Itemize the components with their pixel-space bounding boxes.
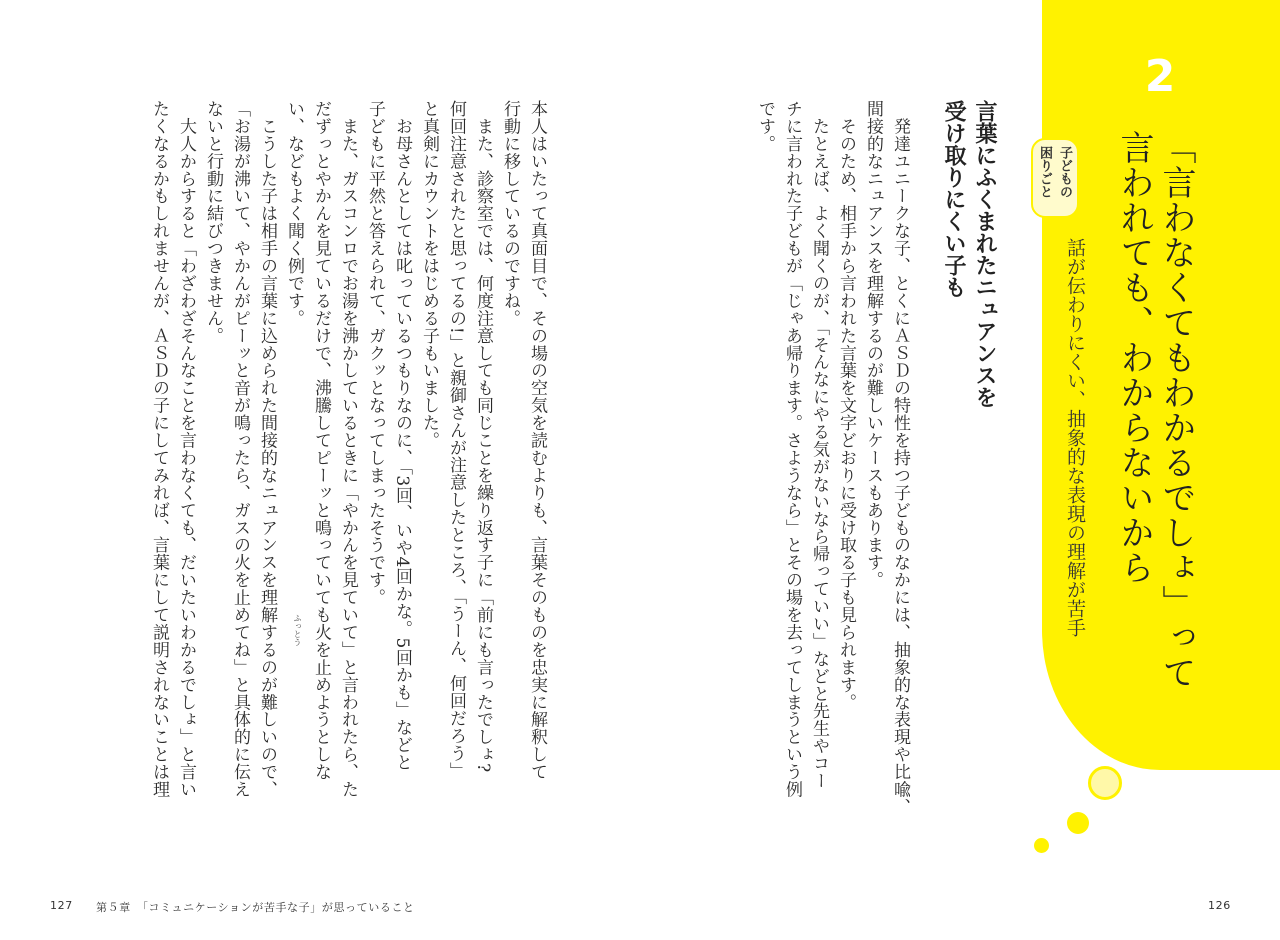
left-body-line-13: ないと行動に結びつきません。 (203, 100, 223, 345)
left-body-line-8: また、ガスコンロでお湯を沸かしているときに「やかんを見ていて」と言われたら、た (338, 100, 358, 798)
left-body-line-14: 大人からすると「わざわざそんなことを言わなくても、だいたいわかるでしょ」と言い (176, 100, 196, 798)
left-body-line-12: 「お湯が沸いて、やかんがピーッと音が鳴ったら、ガスの火を止めてね」と具体的に伝え (230, 100, 250, 798)
right-body-line-4: たとえば、よく聞くのが、「そんなにやる気がないなら帰っていい」などと先生やコー (809, 100, 829, 790)
left-body-line-7: 子どもに平然と答えられて、ガクッとなってしまったそうです。 (365, 100, 385, 607)
page-number-right: 126 (1208, 899, 1231, 912)
right-body-line-1: 発達ユニークな子、とくにＡＳＤの特性を持つ子どものなかには、抽象的な表現や比喩、 (890, 100, 910, 816)
section-heading-line-2: 受け取りにくい子も (941, 100, 966, 298)
left-body-line-11: こうした子は相手の言葉に込められた間接的なニュアンスを理解するのが難しいので、 (257, 100, 277, 798)
difficulty-badge-text (1034, 146, 1074, 216)
left-body-line-3: また、診察室では、何度注意しても同じことを繰り返す子に「前にも言ったでしょ? (473, 100, 493, 773)
chapter-subtitle: 話が伝わりにくい、抽象的な表現の理解が苦手 (1064, 238, 1086, 637)
running-head: 第５章 「コミュニケーションが苦手な子」が思っていること (96, 901, 415, 914)
left-body-line-9: だずっとやかんを見ているだけで、沸騰してピーッと鳴っていても火を止めようとしな (311, 100, 331, 781)
section-heading-line-1: 言葉にふくまれたニュアンスを (972, 100, 997, 408)
furigana-futtou: ふっとう (293, 614, 302, 646)
chapter-number: 2 (1144, 51, 1176, 102)
decorative-bubble-large (1088, 766, 1122, 800)
page-number-left: 127 (50, 899, 73, 912)
badge-line-1: 子どもの (1057, 146, 1072, 198)
left-body-line-10: い、などもよく聞く例です。 (284, 100, 304, 327)
decorative-bubble-small (1034, 838, 1049, 853)
right-body-line-2: 間接的なニュアンスを理解するのが難しいケースもあります。 (863, 100, 883, 589)
right-body-line-6: です。 (755, 100, 775, 153)
left-body-line-1: 本人はいたって真面目で、その場の空気を読むよりも、言葉そのものを忠実に解釈して (527, 100, 547, 781)
chapter-title-line-1: 「言わなくてもわかるでしょ」って (1156, 130, 1196, 690)
left-body-line-5: と真剣にカウントをはじめる子もいました。 (419, 100, 439, 449)
badge-line-2: 困りごと (1037, 146, 1052, 198)
chapter-title-line-2: 言われても、わからないから (1114, 130, 1154, 585)
right-body-line-5: チに言われた子どもが「じゃあ帰ります。さようなら」とその場を去ってしまうという例 (782, 100, 802, 798)
right-body-line-3: そのため、相手から言われた言葉を文字どおりに受け取る子も見られます。 (836, 100, 856, 711)
left-body-line-4: 何回注意されたと思ってるの!」と親御さんが注意したところ、「うーん、何回だろう」 (446, 100, 466, 780)
left-body-line-2: 行動に移しているのですね。 (500, 100, 520, 327)
decorative-bubble-medium (1067, 812, 1089, 834)
left-body-line-15: たくなるかもしれませんが、ＡＳＤの子にしてみれば、言葉にして説明されないことは理 (149, 100, 169, 798)
left-body-line-6: お母さんとしては叱っているつもりなのに、「3回、いや4回かな。5回かも」などと (392, 100, 412, 771)
